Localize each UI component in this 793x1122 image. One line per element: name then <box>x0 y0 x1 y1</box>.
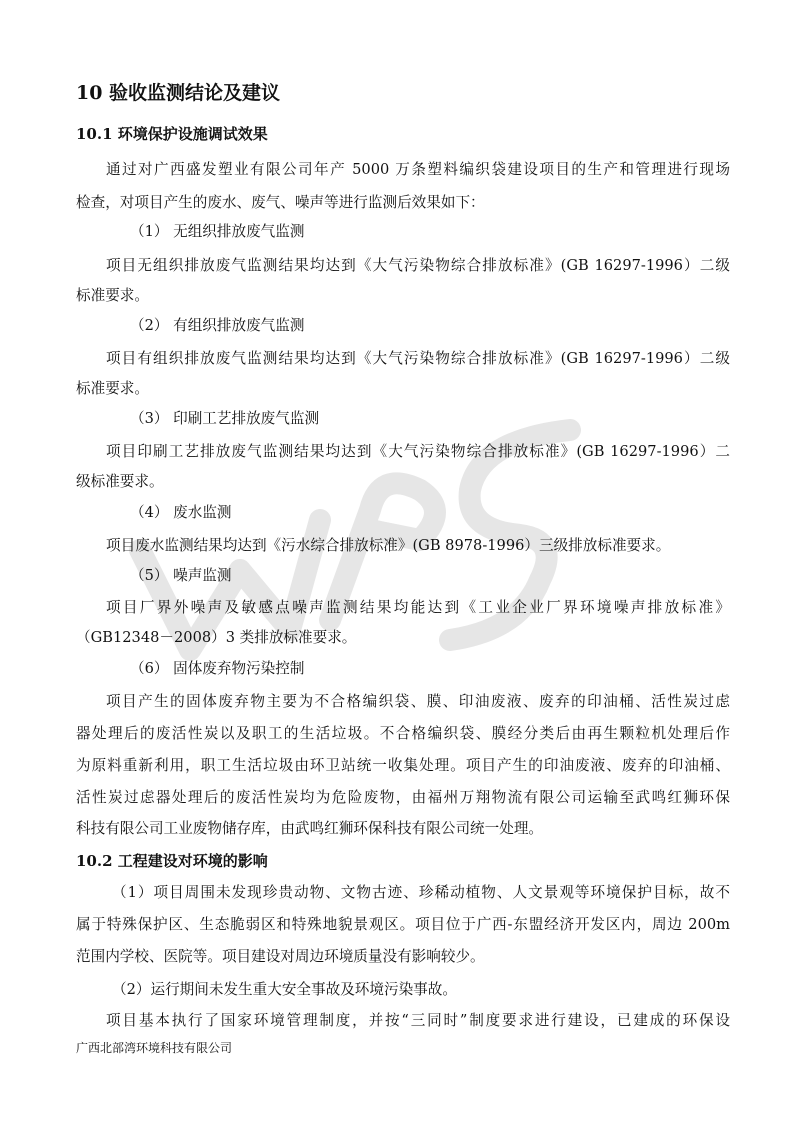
paragraph-line: 科技有限公司工业废物储存库，由武鸣红狮环保科技有限公司统一处理。 <box>76 820 544 837</box>
paragraph-line: 标准要求。 <box>76 380 149 397</box>
list-item-title: （3） 印刷工艺排放废气监测 <box>130 410 320 427</box>
list-item-title: （2） 有组织排放废气监测 <box>130 317 305 334</box>
paragraph-line: （GB12348－2008）3 类排放标准要求。 <box>76 629 357 646</box>
paragraph-line: 通过对广西盛发塑业有限公司年产 5000 万条塑料编织袋建设项目的生产和管理进行现场 <box>106 161 730 178</box>
paragraph-line: （2）运行期间未发生重大安全事故及环境污染事故。 <box>112 981 457 998</box>
page-title: 10 验收监测结论及建议 <box>76 82 281 104</box>
paragraph-line: 项目印刷工艺排放废气监测结果均达到《大气污染物综合排放标准》(GB 16297-1996）二 <box>106 443 730 460</box>
paragraph-line: 项目产生的固体废弃物主要为不合格编织袋、膜、印油废液、废弃的印油桶、活性炭过虑 <box>106 693 730 710</box>
paragraph-line: 项目有组织排放废气监测结果均达到《大气污染物综合排放标准》(GB 16297-1996）二级 <box>106 350 730 367</box>
section-title-10-1: 10.1 环境保护设施调试效果 <box>76 125 268 143</box>
paragraph-line: 属于特殊保护区、生态脆弱区和特殊地貌景观区。项目位于广西-东盟经济开发区内，周边 200m <box>76 916 730 933</box>
paragraph-line: （1）项目周围未发现珍贵动物、文物古迹、珍稀动植物、人文景观等环境保护目标，故不 <box>112 884 730 901</box>
paragraph-line: 检查，对项目产生的废水、废气、噪声等进行监测后效果如下： <box>76 194 485 211</box>
list-item-title: （4） 废水监测 <box>130 504 232 521</box>
paragraph-line: 级标准要求。 <box>76 473 164 490</box>
paragraph-line: 项目厂界外噪声及敏感点噪声监测结果均能达到《工业企业厂界环境噪声排放标准》 <box>106 599 730 616</box>
paragraph-line: 器处理后的废活性炭以及职工的生活垃圾。不合格编织袋、膜经分类后由再生颗粒机处理后作 <box>76 725 730 742</box>
list-item-title: （6） 固体废弃物污染控制 <box>130 660 305 677</box>
paragraph-line: 为原料重新利用，职工生活垃圾由环卫站统一收集处理。项目产生的印油废液、废弃的印油桶、 <box>76 757 730 774</box>
paragraph-line: 项目无组织排放废气监测结果均达到《大气污染物综合排放标准》(GB 16297-1996）二级 <box>106 257 730 274</box>
section-title-10-2: 10.2 工程建设对环境的影响 <box>76 852 268 870</box>
paragraph-line: 活性炭过虑器处理后的废活性炭均为危险废物，由福州万翔物流有限公司运输至武鸣红狮环保 <box>76 789 730 806</box>
list-item-title: （1） 无组织排放废气监测 <box>130 223 305 240</box>
paragraph-line: 项目基本执行了国家环境管理制度，并按“三同时”制度要求进行建设，已建成的环保设 <box>106 1012 730 1029</box>
paragraph-line: 标准要求。 <box>76 287 149 304</box>
list-item-title: （5） 噪声监测 <box>130 567 232 584</box>
paragraph-line: 项目废水监测结果均达到《污水综合排放标准》(GB 8978-1996）三级排放标准要求。 <box>106 537 671 554</box>
paragraph-line: 范围内学校、医院等。项目建设对周边环境质量没有影响较少。 <box>76 948 485 965</box>
footer-company-name: 广西北部湾环境科技有限公司 <box>76 1041 233 1055</box>
